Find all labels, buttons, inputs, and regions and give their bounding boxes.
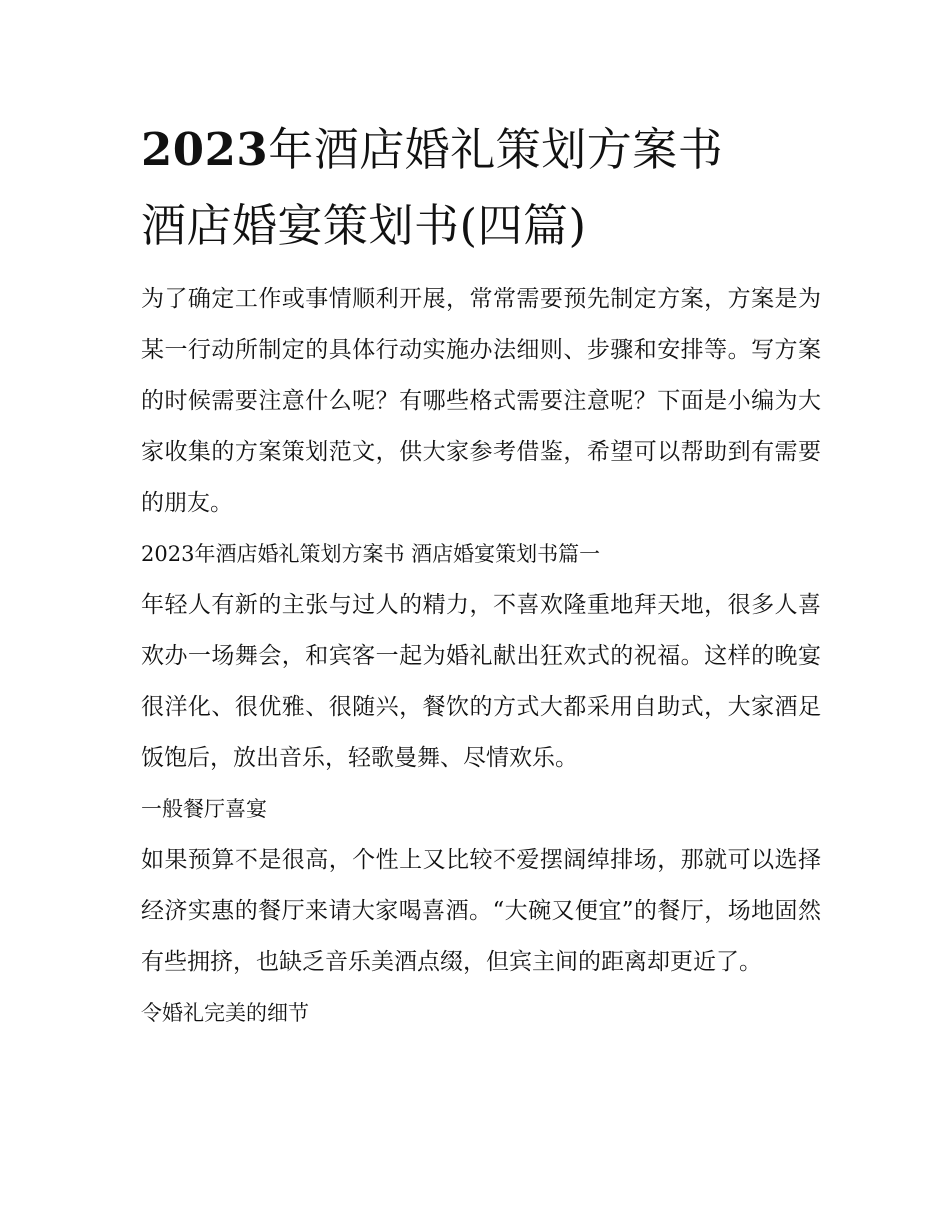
intro-paragraph: 为了确定工作或事情顺利开展，常常需要预先制定方案，方案是为某一行动所制定的具体行动实施办法细则、步骤和安排等。写方案的时候需要注意什么呢？有哪些格式需要注意呢？下面是小编为大家收集的方案策划范文，供大家参考借鉴，希望可以帮助到有需要的朋友。 [141,286,821,516]
document-page [141,112,821,1039]
restaurant-banquet-paragraph: 如果预算不是很高，个性上又比较不爱摆阔绰排场，那就可以选择经济实惠的餐厅来请大家喝喜酒。“大碗又便宜”的餐厅，场地固然有些拥挤，也缺乏音乐美酒点缀，但宾主间的距离却更近了。 [141,847,821,975]
section-1-paragraph: 年轻人有新的主张与过人的精力，不喜欢隆重地拜天地，很多人喜欢办一场舞会，和宾客一起为婚礼献出狂欢式的祝福。这样的晚宴很洋化、很优雅、很随兴，餐饮的方式大都采用自助式，大家酒足饭饱后，放出音乐，轻歌曼舞、尽情欢乐。 [141,592,821,771]
title-line-2: 酒店婚宴策划书(四篇) [141,199,587,252]
title-line-1 [141,112,821,188]
section-1-heading: 2023年酒店婚礼策划方案书 酒店婚宴策划书篇一 [141,542,601,566]
title-year: 2023 [141,123,269,176]
subheading-restaurant-banquet: 一般餐厅喜宴 [141,797,267,821]
title-line-1-text: 年酒店婚礼策划方案书 [268,123,724,176]
title-spacer [141,264,821,274]
document-title [141,112,821,264]
subheading-wedding-details: 令婚礼完美的细节 [141,1001,309,1025]
